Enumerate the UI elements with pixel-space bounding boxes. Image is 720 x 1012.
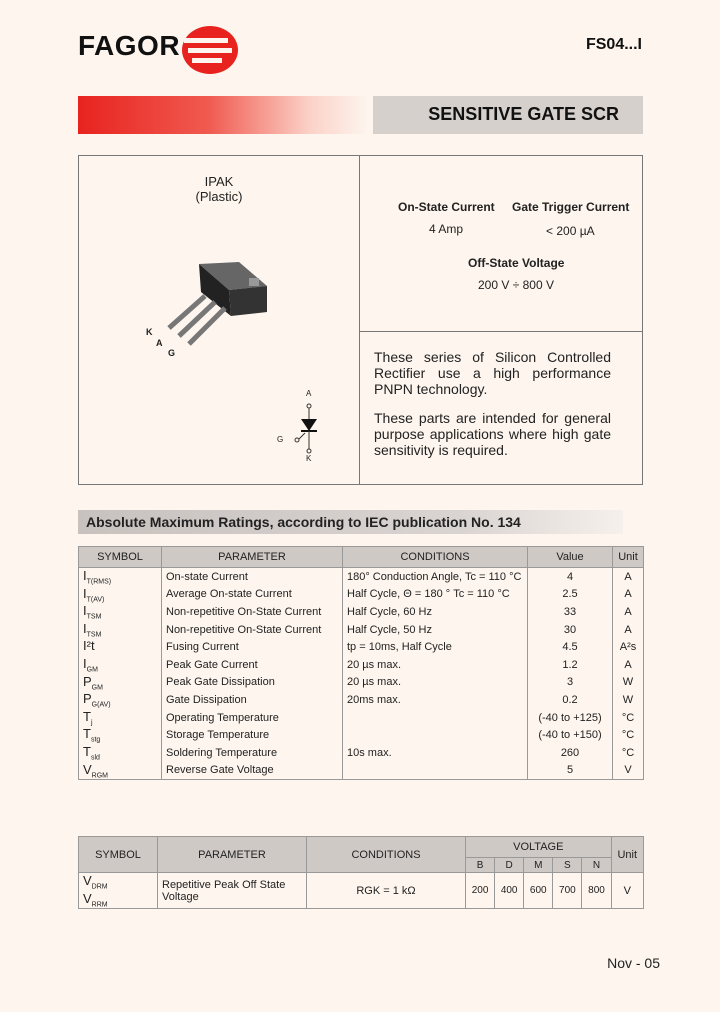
row-parameter: Average On-state Current [162, 586, 343, 604]
row-parameter: Operating Temperature [162, 709, 343, 727]
ratings-section-header [78, 510, 623, 534]
grade-n: N [582, 858, 611, 873]
description-paragraph-1: These series of Silicon Controlled Rectifier use a high performance PNPN technology. [374, 349, 611, 397]
table-row [79, 638, 644, 656]
row-value: 30 [528, 621, 613, 639]
row-condition: 20 µs max. [343, 656, 528, 674]
row-value: 0.2 [528, 691, 613, 709]
row-condition: 180° Conduction Angle, Tc = 110 °C [343, 568, 528, 586]
voltage-condition-cell: RGK = 1 kΩ [307, 873, 466, 909]
row-parameter: Peak Gate Dissipation [162, 674, 343, 692]
table-row [79, 621, 644, 639]
voltage-symbol-cell: $V_{DRM}$ $V_{RRM}$ [79, 873, 158, 909]
voltage-parameter-cell: Repetitive Peak Off State Voltage [158, 873, 307, 909]
voltage-unit-cell: V [611, 873, 643, 909]
voltage-value-d: 400 [495, 873, 524, 909]
grade-b: B [466, 858, 495, 873]
row-unit: A [613, 568, 644, 586]
voltage-value-n: 800 [582, 873, 611, 909]
row-symbol: $V_{RGM}$ [79, 762, 162, 780]
pin-label-a: A [156, 338, 163, 348]
overview-box [78, 155, 643, 485]
row-unit: W [613, 674, 644, 692]
row-parameter: Peak Gate Current [162, 656, 343, 674]
row-parameter: Non-repetitive On-State Current [162, 603, 343, 621]
title-banner [78, 96, 643, 134]
row-unit: °C [613, 726, 644, 744]
package-material: (Plastic) [195, 189, 243, 204]
description-paragraph-2: These parts are intended for general purpose applications where high gate sensitivity is required. [374, 410, 611, 458]
part-number: FS04...I [585, 36, 642, 53]
voltage-value-b: 200 [466, 873, 495, 909]
gate-trigger-current-label: Gate Trigger Current [512, 200, 630, 214]
row-symbol: $I_{TSM}$ [79, 603, 162, 621]
table-row [79, 744, 644, 762]
row-symbol: $I_{TSM}$ [79, 621, 162, 639]
col-value: Value [528, 547, 613, 568]
package-name: IPAK [204, 174, 234, 189]
row-symbol: $P_{G(AV)}$ [79, 691, 162, 709]
row-symbol: I²t [79, 638, 162, 656]
row-condition: Half Cycle, 50 Hz [343, 621, 528, 639]
row-symbol: $T_{sld}$ [79, 744, 162, 762]
col-symbol: SYMBOL [79, 547, 162, 568]
row-unit: °C [613, 744, 644, 762]
row-condition [343, 709, 528, 727]
table-row [79, 656, 644, 674]
row-unit: A²s [613, 638, 644, 656]
row-value: 1.2 [528, 656, 613, 674]
row-parameter: Non-repetitive On-State Current [162, 621, 343, 639]
on-state-current-value: 4 Amp [429, 222, 464, 236]
table-row [79, 709, 644, 727]
table-row [79, 568, 644, 586]
row-symbol: $I_{T(RMS)}$ [79, 568, 162, 586]
vcol-unit: Unit [611, 837, 643, 873]
brand-logo-text: FAGOR [78, 30, 181, 61]
vcol-voltage: VOLTAGE [466, 837, 612, 858]
row-condition: Half Cycle, Θ = 180 ° Tc = 110 °C [343, 586, 528, 604]
col-conditions: CONDITIONS [343, 547, 528, 568]
voltage-table [78, 836, 644, 909]
row-value: 33 [528, 603, 613, 621]
row-value: 4 [528, 568, 613, 586]
table-row [79, 674, 644, 692]
table-row [79, 603, 644, 621]
row-value: 3 [528, 674, 613, 692]
row-unit: A [613, 586, 644, 604]
row-unit: W [613, 691, 644, 709]
vcol-conditions: CONDITIONS [307, 837, 466, 873]
row-condition [343, 726, 528, 744]
off-state-voltage-value: 200 V ÷ 800 V [478, 278, 554, 292]
gate-trigger-current-value: < 200 µA [546, 224, 595, 238]
row-symbol: $P_{GM}$ [79, 674, 162, 692]
row-condition: 20ms max. [343, 691, 528, 709]
revision-date: Nov - 05 [607, 955, 660, 971]
row-unit: A [613, 656, 644, 674]
row-value: (-40 to +150) [528, 726, 613, 744]
row-value: 5 [528, 762, 613, 780]
row-condition [343, 762, 528, 780]
row-value: (-40 to +125) [528, 709, 613, 727]
symbol-gate-label: G [277, 435, 284, 444]
pin-label-g: G [168, 348, 176, 358]
symbol-cathode-label: K [306, 454, 312, 463]
row-unit: A [613, 621, 644, 639]
page-title: SENSITIVE GATE SCR [428, 104, 619, 124]
grade-s: S [553, 858, 582, 873]
row-parameter: On-state Current [162, 568, 343, 586]
row-parameter: Storage Temperature [162, 726, 343, 744]
col-unit: Unit [613, 547, 644, 568]
row-symbol: $I_{GM}$ [79, 656, 162, 674]
row-value: 260 [528, 744, 613, 762]
table-row [79, 726, 644, 744]
col-parameter: PARAMETER [162, 547, 343, 568]
row-symbol: $T_{stg}$ [79, 726, 162, 744]
vcol-parameter: PARAMETER [158, 837, 307, 873]
table-row [79, 586, 644, 604]
brand-logo-icon [180, 24, 240, 81]
ratings-section-title: Absolute Maximum Ratings, according to IEC publication No. 134 [86, 514, 521, 530]
row-value: 4.5 [528, 638, 613, 656]
row-condition: 10s max. [343, 744, 528, 762]
row-unit: V [613, 762, 644, 780]
row-symbol: $T_j$ [79, 709, 162, 727]
off-state-voltage-label: Off-State Voltage [468, 256, 565, 270]
absolute-ratings-table [78, 546, 644, 780]
grade-m: M [524, 858, 553, 873]
row-parameter: Fusing Current [162, 638, 343, 656]
row-condition: 20 µs max. [343, 674, 528, 692]
table-row [79, 762, 644, 780]
voltage-value-s: 700 [553, 873, 582, 909]
vcol-symbol: SYMBOL [79, 837, 158, 873]
row-parameter: Reverse Gate Voltage [162, 762, 343, 780]
row-parameter: Gate Dissipation [162, 691, 343, 709]
on-state-current-label: On-State Current [398, 200, 495, 214]
row-condition: tp = 10ms, Half Cycle [343, 638, 528, 656]
row-condition: Half Cycle, 60 Hz [343, 603, 528, 621]
row-parameter: Soldering Temperature [162, 744, 343, 762]
row-unit: A [613, 603, 644, 621]
symbol-anode-label: A [306, 389, 312, 398]
grade-d: D [495, 858, 524, 873]
pin-label-k: K [146, 327, 153, 337]
table-row [79, 691, 644, 709]
voltage-value-m: 600 [524, 873, 553, 909]
row-unit: °C [613, 709, 644, 727]
row-value: 2.5 [528, 586, 613, 604]
row-symbol: $I_{T(AV)}$ [79, 586, 162, 604]
